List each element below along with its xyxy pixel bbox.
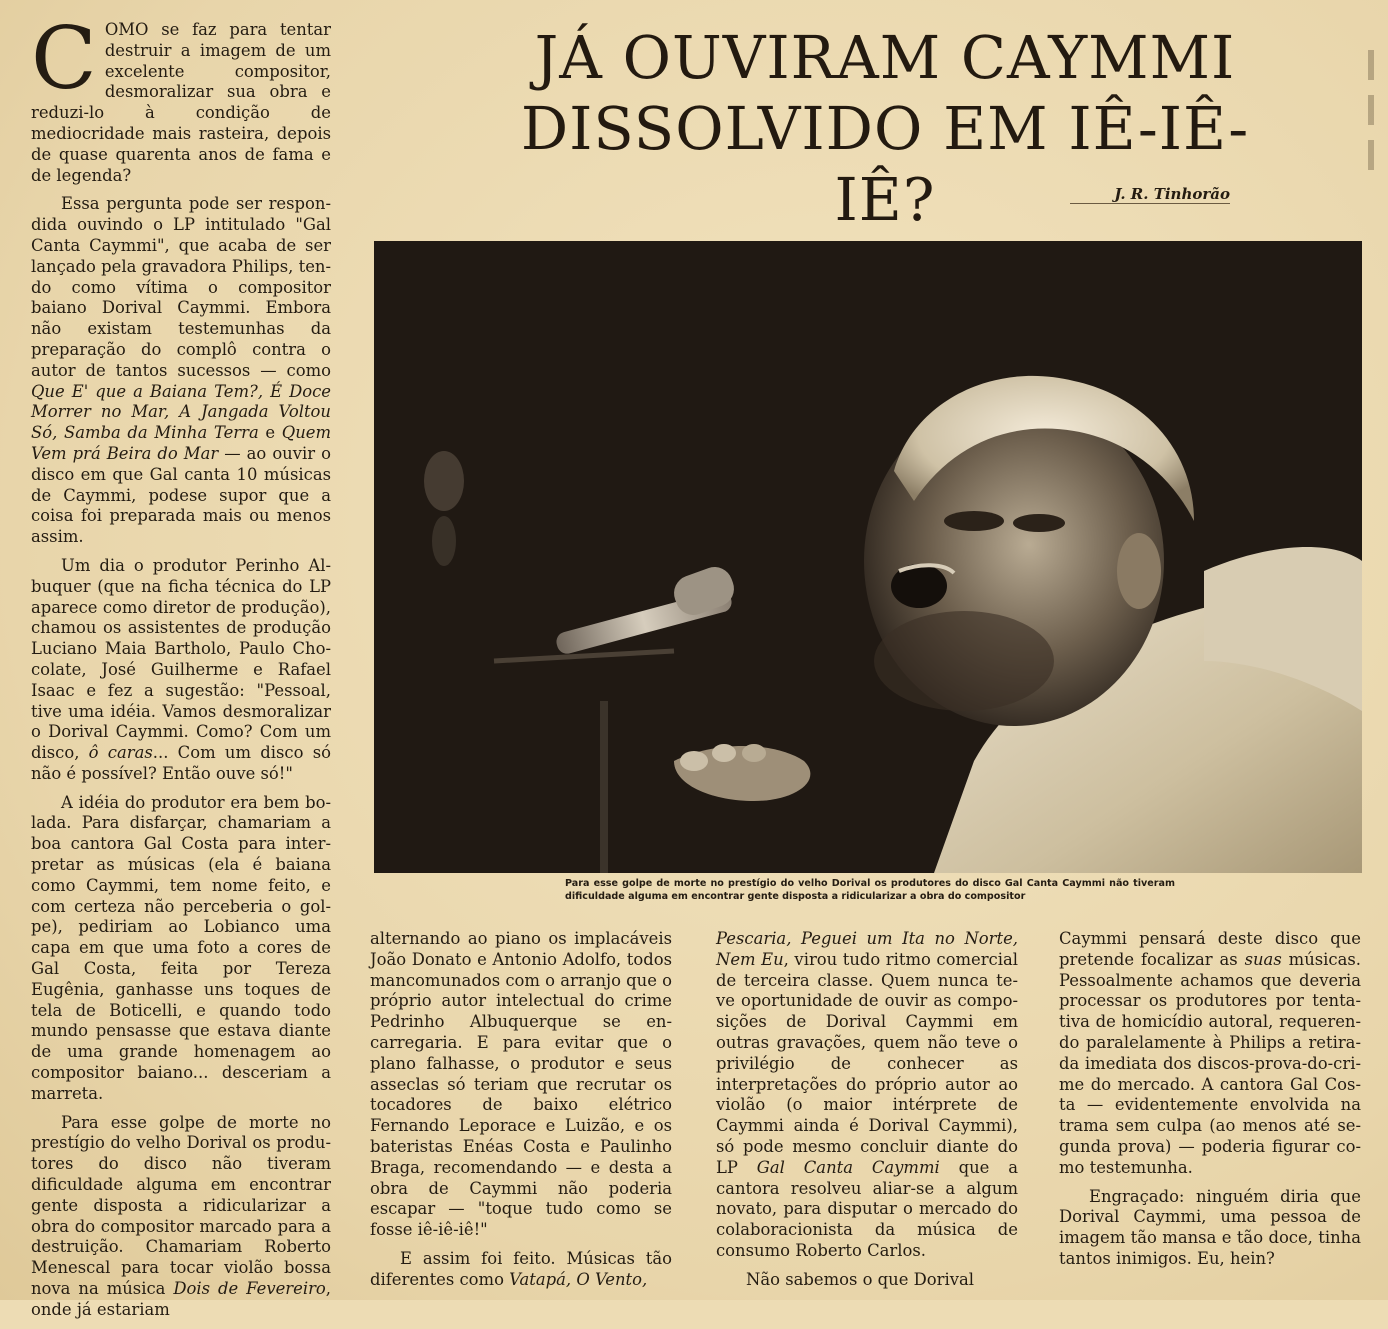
paragraph-2-and: e xyxy=(258,423,282,443)
byline: J. R. Tinhorão xyxy=(1070,185,1230,204)
bleed-through-mark xyxy=(1348,40,1388,190)
paragraph-3-italic: ô caras xyxy=(88,743,153,763)
column-4-paragraph-1-text-b: músicas. Pessoalmente achamos que deveria processar os produtores por tentativa de homicídio autoral, requerendo paralelamente à Philips a retirada imediata dos discos-prova-do-crime do mercado. A cantora Gal Costa — evidentemente envolvida na trama sem culpa (ao menos até segunda prova) — poderia figurar como testemunha. xyxy=(1059,949,1361,1177)
paragraph-1-text: OMO se faz para tentar destruir a imagem de um excelente compositor, desmoralizar sua obra e reduzi-lo à condição de mediocridade mais rasteira, depois de quase quarenta anos de fama e de legenda? xyxy=(31,20,331,185)
paragraph-5-text-a: Para esse golpe de morte no prestígio do velho Dorival os produtores do disco não tiveram dificuldade alguma em encontrar gente disposta a ridicularizar a obra do compositor marcado para a destruição. Chamariam Roberto Menescal para tocar violão bossa nova na música xyxy=(31,1112,331,1299)
column-4-paragraph-1 xyxy=(1059,929,1361,1179)
paragraph-5-text-b: , onde já estariam xyxy=(31,1279,331,1319)
song-titles-vatapa: Vatapá, O Vento, xyxy=(509,1269,648,1289)
article-column-3 xyxy=(716,929,1018,1299)
paragraph-2-text-a: Essa pergunta pode ser respondida ouvindo o LP intitulado "Gal Canta Caymmi", que acaba de ser lançado pela gravadora Philips, tendo como vítima o compositor baiano Dorival Caymmi. Embora não existam testemunhas da preparação do complô contra o autor de tantos sucessos — como xyxy=(31,194,331,380)
article-photo xyxy=(374,241,1362,873)
column-3-paragraph-1-text-a: , virou tudo ritmo comercial de terceira classe. Quem nunca teve oportunidade de ouvir as composições de Dorival Caymmi em outras gravações, quem não teve o privilégio de conhecer as interpretações do próprio autor ao violão (o maior intérprete de Caymmi ainda é Dorival Caymmi), só pode mesmo concluir diante do LP xyxy=(716,949,1018,1177)
column-4-paragraph-1-text-a: Caymmi pensará deste disco que pretende focalizar as xyxy=(1059,929,1361,969)
column-3-paragraph-2: Não sabemos o que Dorival xyxy=(746,1269,974,1289)
headline-line-1: JÁ OUVIRAM CAYMMI xyxy=(534,23,1236,92)
song-titles-2: Quem Vem prá Beira do Mar xyxy=(31,423,332,463)
paragraph-4: A idéia do produtor era bem bolada. Para disfarçar, chamariam a boa cantora Gal Costa para interpretar as músicas (ela é baiana como Caymmi, tem nome feito, e com certeza não perceberia o golpe), pediriam ao Lobianco uma capa em que uma foto a cores de Gal Costa, feita por Tereza Eugênia, ganhasse uns toques de tela de Boticelli, e quando todo mundo pensasse que estava diante de uma grande homenagem ao compositor baiano... desceriam a marreta. xyxy=(31,792,331,1103)
drop-cap: C xyxy=(31,9,97,109)
paragraph-1 xyxy=(31,9,331,186)
headline-line-2: DISSOLVIDO EM IÊ-IÊ-IÊ? xyxy=(520,94,1250,234)
paragraph-3-text-b: ... Com um disco só não é possível? Então ouve só!" xyxy=(31,743,331,783)
photo-caption: Para esse golpe de morte no prestígio do velho Dorival os produtores do disco Gal Canta Caymmi não tiveram dificuldade alguma em encontrar gente disposta a ridicularizar a obra do compositor xyxy=(565,878,1175,902)
column-4-italic-suas: suas xyxy=(1244,949,1282,969)
album-title: Gal Canta Caymmi xyxy=(756,1157,940,1177)
photo-of-singer xyxy=(374,241,1362,873)
paragraph-3 xyxy=(31,556,331,785)
paragraph-2-text-b: — ao ouvir o disco em que Gal canta 10 músicas de Caymmi, podese supor que a coisa foi preparada mais ou menos assim. xyxy=(31,443,331,547)
article-column-2 xyxy=(370,929,672,1299)
column-4-paragraph-2: Engraçado: ninguém diria que Dorival Caymmi, uma pessoa de imagem tão mansa e tão doce, tinha tantos inimigos. Eu, hein? xyxy=(1059,1186,1361,1268)
article-column-4 xyxy=(1059,929,1361,1278)
song-titles-1: Que E' que a Baiana Tem?, É Doce Morrer no Mar, A Jangada Voltou Só, Samba da Minha Terra xyxy=(31,381,331,443)
song-titles-pescaria: Pescaria, Peguei um Ita no Norte, Nem Eu xyxy=(716,929,1018,969)
column-3-paragraph-1 xyxy=(716,929,1018,1262)
article-column-1 xyxy=(31,9,332,1329)
column-2-paragraph-1: alternando ao piano os implacáveis João Donato e Antonio Adolfo, todos mancomunados com o arranjo que o próprio autor intelectual do crime Pedrinho Albuquerque se encarregaria. E para evitar que o plano falhasse, o produtor e seus asseclas só teriam que recrutar os tocadores de baixo elétrico Fernando Leporace e Luizão, e os bateristas Enéas Costa e Paulinho Braga, recomendando — e desta a obra de Caymmi não poderia escapar — "toque tudo como se fosse iê-iê-iê!" xyxy=(370,929,672,1240)
column-3-paragraph-1-text-b: que a cantora resolveu aliar-se a algum novato, para disputar o mercado do colaboracionista da música de consumo Roberto Carlos. xyxy=(716,1157,1018,1260)
column-2-paragraph-2 xyxy=(370,1249,672,1291)
column-2-paragraph-2-text: E assim foi feito. Músicas tão diferentes como xyxy=(370,1248,672,1289)
paragraph-3-text-a: Um dia o produtor Perinho Albuquer (que na ficha técnica do LP aparece como diretor de produção), chamou os assistentes de produção Luciano Maia Bartholo, Paulo Chocolate, José Guilherme e Rafael Isaac e fez a sugestão: "Pessoal, tive uma idéia. Vamos desmoralizar o Dorival Caymmi. Como? Com um disco, xyxy=(31,555,331,763)
paragraph-5 xyxy=(31,1113,331,1321)
paragraph-2 xyxy=(31,194,331,548)
song-title-dois-de-fevereiro: Dois de Fevereiro xyxy=(173,1279,326,1299)
